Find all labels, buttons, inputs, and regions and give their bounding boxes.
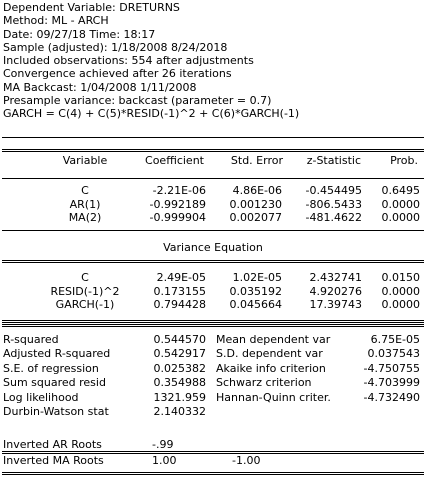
stat-value: 0.025382 [153,361,206,375]
row-std-error: 0.001230 [229,197,282,211]
row-coefficient: -0.992189 [149,197,206,211]
table-rule [2,451,424,452]
stat-label-2: Hannan-Quinn criter. [216,390,331,404]
stat-label: S.E. of regression [3,361,99,375]
stat-label: Sum squared resid [3,376,106,390]
stat-value: 2.140332 [153,405,206,418]
row-coefficient: -2.21E-06 [152,184,206,197]
stat-label-2: S.D. dependent var [216,347,323,361]
table-rule [2,151,424,152]
row-std-error: 0.045664 [229,298,282,311]
stat-label: Adjusted R-squared [3,347,111,361]
row-std-error: 1.02E-05 [232,271,282,284]
row-prob: 0.0000 [381,298,420,311]
row-z-statistic: -481.4622 [305,211,362,224]
stat-label: Log likelihood [3,390,79,404]
table-rule [2,326,424,327]
column-header-variable: Variable [62,154,108,167]
row-z-statistic: -806.5433 [305,197,362,211]
stat-value-2: 6.75E-05 [370,333,420,346]
row-variable: C [81,271,89,284]
row-prob: 0.0150 [381,271,420,284]
table-rule [2,137,424,138]
row-variable: AR(1) [69,197,101,211]
header-line: Convergence achieved after 26 iterations [3,67,232,81]
header-line: Date: 09/27/18 Time: 18:17 [3,27,156,41]
stat-value: 1321.959 [153,390,206,404]
row-prob: 0.0000 [381,284,420,298]
stat-label-2: Mean dependent var [216,333,331,346]
header-line: Sample (adjusted): 1/18/2008 8/24/2018 [3,40,228,54]
row-coefficient: 0.173155 [153,284,206,298]
row-coefficient: 2.49E-05 [156,271,206,284]
row-prob: 0.0000 [381,197,420,211]
column-header-prob: Prob. [390,154,418,167]
row-z-statistic: 4.920276 [309,284,362,298]
header-line: GARCH = C(4) + C(5)*RESID(-1)^2 + C(6)*GARCH(-1) [3,107,300,120]
row-prob: 0.0000 [381,211,420,224]
row-variable: RESID(-1)^2 [50,284,120,298]
stat-value-2: 0.037543 [367,347,420,361]
table-rule [2,320,424,321]
row-std-error: 0.035192 [229,284,282,298]
stat-label: R-squared [3,333,59,346]
row-z-statistic: 17.39743 [309,298,362,311]
stat-value-2: -4.703999 [363,376,420,390]
row-variable: GARCH(-1) [55,298,115,311]
stat-label-2: Schwarz criterion [216,376,312,390]
row-coefficient: -0.999904 [149,211,206,224]
stat-label-2: Akaike info criterion [216,361,326,375]
table-rule [2,178,424,179]
row-z-statistic: 2.432741 [309,271,362,284]
stat-label: Durbin-Watson stat [3,405,109,418]
roots-label: Inverted AR Roots [3,438,102,451]
table-rule [2,262,424,263]
stat-value-2: -4.750755 [363,361,420,375]
column-header-z-statistic: z-Statistic [306,154,361,167]
roots-value: -.99 [152,438,174,451]
table-rule [2,474,424,475]
row-variable: MA(2) [68,211,102,224]
row-coefficient: 0.794428 [153,298,206,311]
row-z-statistic: -0.454495 [305,184,362,197]
header-line: Presample variance: backcast (parameter = 0.7) [3,93,272,107]
roots-value: 1.00 [152,453,177,467]
row-prob: 0.6495 [381,184,420,197]
table-rule [2,149,424,150]
stat-value: 0.542917 [153,347,206,361]
stat-value: 0.354988 [153,376,206,390]
stat-value: 0.544570 [153,333,206,346]
header-line: MA Backcast: 1/04/2008 1/11/2008 [3,80,197,94]
roots-label: Inverted MA Roots [3,453,104,467]
header-line: Included observations: 554 after adjustments [3,54,254,67]
column-header-std-error: Std. Error [230,154,283,167]
row-std-error: 0.002077 [229,211,282,224]
variance-equation-title: Variance Equation [163,241,263,254]
table-rule [2,230,424,231]
header-line: Method: ML - ARCH [3,14,109,28]
row-std-error: 4.86E-06 [232,184,282,197]
table-rule [2,324,424,325]
roots-value: -1.00 [232,453,261,467]
table-rule [2,472,424,473]
row-variable: C [81,184,89,197]
table-rule [2,322,424,323]
column-header-coefficient: Coefficient [145,154,204,167]
stat-value-2: -4.732490 [363,390,420,404]
table-rule [2,260,424,261]
header-line: Dependent Variable: DRETURNS [3,1,180,14]
